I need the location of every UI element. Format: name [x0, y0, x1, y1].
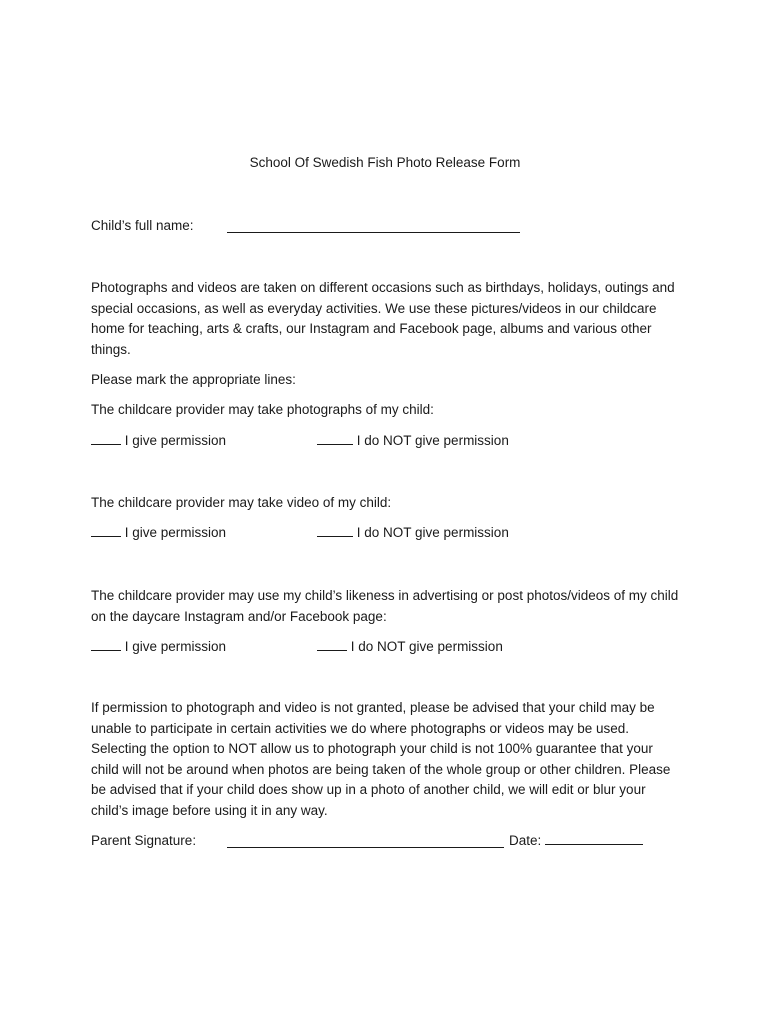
- date-label: Date:: [509, 833, 542, 848]
- date-row: [509, 833, 643, 848]
- photo-give-blank[interactable]: [91, 433, 121, 445]
- likeness-deny-label: I do NOT give permission: [350, 639, 503, 654]
- instruction-text: Please mark the appropriate lines:: [91, 372, 296, 387]
- intro-paragraph: Photographs and videos are taken on different occasions such as birthdays, holidays, outings and special occasions, as well as everyday activities. We use these pictures/videos in our childcare home for teaching, arts & crafts, our Instagram and Facebook page, albums and various other things.: [91, 280, 675, 357]
- photo-deny-label: I do NOT give permission: [356, 433, 509, 448]
- likeness-question: The childcare provider may use my child’s likeness in advertising or post photos/videos of my child on the daycare Instagram and/or Facebook page:: [91, 588, 679, 624]
- photo-give-option: [91, 433, 226, 448]
- video-question: The childcare provider may take video of my child:: [91, 495, 392, 510]
- signature-field[interactable]: [227, 836, 504, 848]
- video-give-label: I give permission: [124, 525, 227, 540]
- video-deny-blank[interactable]: [317, 525, 353, 537]
- video-deny-option: [317, 525, 509, 540]
- video-give-option: [91, 525, 226, 540]
- video-deny-label: I do NOT give permission: [356, 525, 509, 540]
- signature-row: [91, 833, 196, 848]
- photo-deny-blank[interactable]: [317, 433, 353, 445]
- photo-give-label: I give permission: [124, 433, 227, 448]
- date-field[interactable]: [545, 833, 643, 845]
- photo-question: The childcare provider may take photographs of my child:: [91, 402, 434, 417]
- signature-label: Parent Signature:: [91, 833, 197, 848]
- photo-deny-option: [317, 433, 509, 448]
- likeness-give-blank[interactable]: [91, 639, 121, 651]
- likeness-deny-option: [317, 639, 503, 654]
- video-give-blank[interactable]: [91, 525, 121, 537]
- likeness-deny-blank[interactable]: [317, 639, 347, 651]
- child-name-label: Child’s full name:: [91, 218, 194, 233]
- disclaimer-paragraph: If permission to photograph and video is not granted, please be advised that your child may be unable to participate in certain activities we do where photographs or videos may be used. Selecting the option to NOT allow us to photograph your child is not 100% guarantee that your child will not be around when photos are being taken of the whole group or other children. Please be advised that if your child does show up in a photo of another child, we will edit or blur your child’s image before using it in any way.: [91, 700, 671, 818]
- likeness-give-label: I give permission: [124, 639, 227, 654]
- child-name-field[interactable]: [227, 221, 520, 233]
- likeness-give-option: [91, 639, 226, 654]
- child-name-row: [91, 218, 194, 233]
- form-title: School Of Swedish Fish Photo Release Form: [249, 155, 521, 170]
